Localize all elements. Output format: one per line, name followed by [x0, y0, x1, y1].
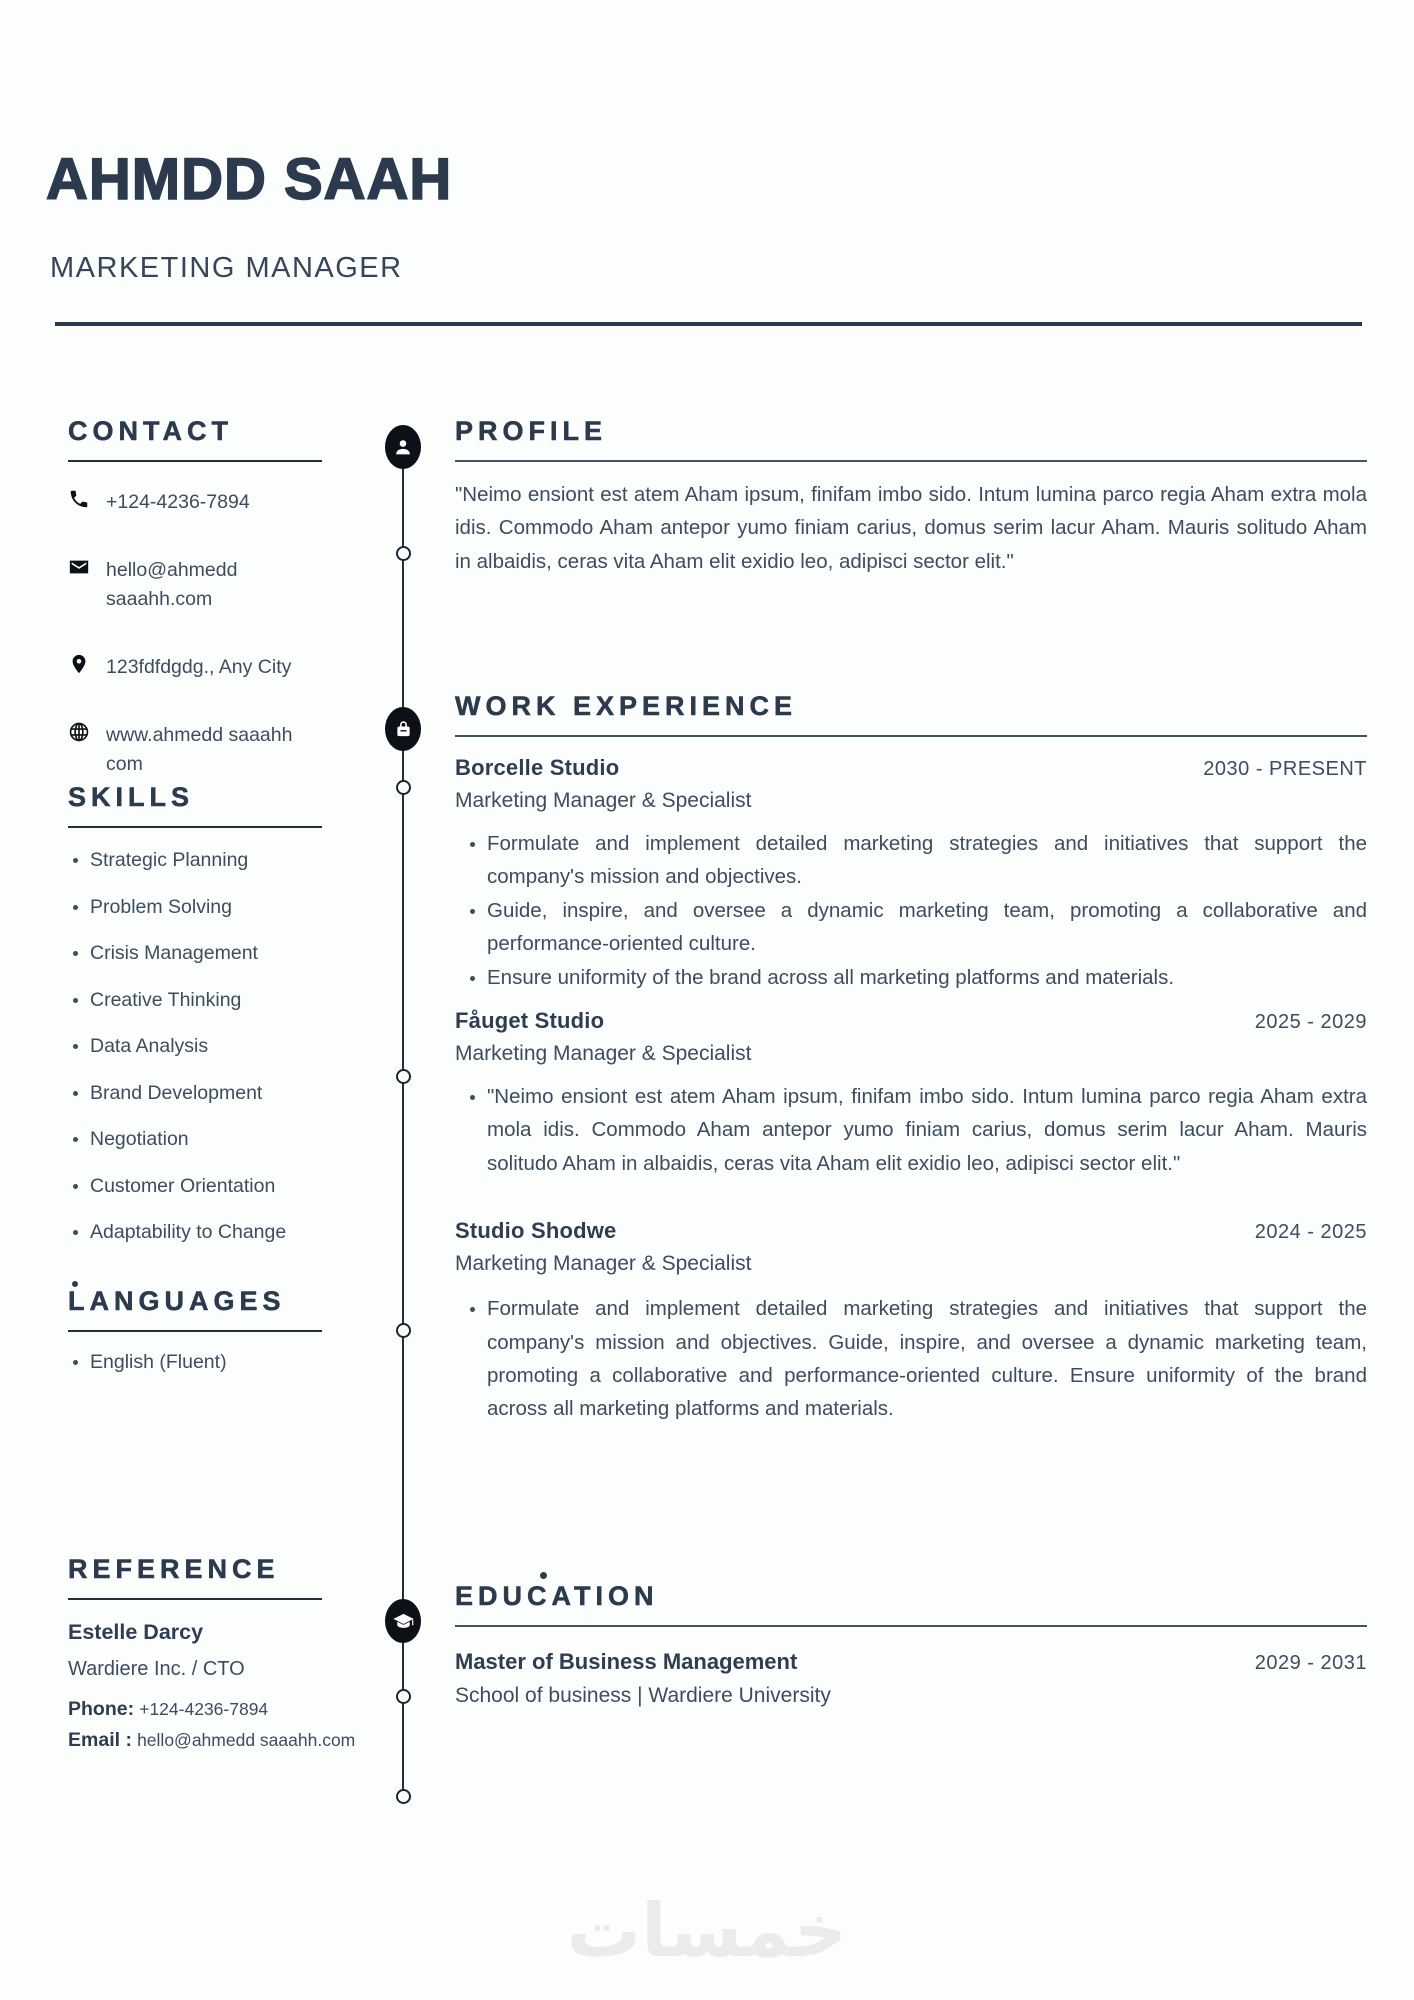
reference-email-value: hello@ahmedd saaahh.com	[137, 1730, 356, 1750]
job-bullet: • "Neimo ensiont est atem Aham ipsum, finifam imbo sido. Intum lumina parco regia Aham extra mola idis. Commodo Aham antepor yumo finiam carius, domus serim lacur Aham. Mauris solitudo Aham in albaidis, ceras vita Aham elit exidio leo, adipisci sector elit."	[487, 1080, 1367, 1180]
skills-heading: SKILLS	[68, 782, 195, 812]
language-item: • English (Fluent)	[90, 1350, 322, 1374]
timeline-node	[396, 1689, 411, 1704]
education-degree: Master of Business Management	[455, 1649, 798, 1674]
profile-text: "Neimo ensiont est atem Aham ipsum, finifam imbo sido. Intum lumina parco regia Aham extra mola idis. Commodo Aham antepor yumo finiam carius, domus serim lacur Aham. Mauris solitudo Aham in albaidis, ceras vita Aham elit exidio leo, adipisci sector elit."	[455, 483, 1367, 573]
person-name: AHMDD SAAH	[46, 147, 453, 212]
skills-underline	[68, 826, 322, 828]
phone-icon	[68, 488, 90, 510]
job-entry	[455, 1008, 1367, 1180]
profile-underline	[455, 460, 1367, 462]
job-bullet: • Ensure uniformity of the brand across all marketing platforms and materials.	[487, 961, 1367, 994]
reference-name: Estelle Darcy	[68, 1620, 204, 1644]
profile-heading: PROFILE	[455, 416, 608, 446]
reference-phone-label: Phone:	[68, 1698, 135, 1720]
graduation-cap-icon	[392, 1610, 415, 1633]
contact-item-phone	[68, 488, 322, 517]
job-bullet-list	[455, 827, 1367, 994]
languages-list	[68, 1350, 322, 1374]
languages-heading: LANGUAGES	[68, 1286, 286, 1316]
reference-heading: REFERENCE	[68, 1554, 280, 1584]
contact-address-value: 123fdfdgdg., Any City	[106, 656, 292, 678]
job-bullet-list	[455, 1292, 1367, 1426]
job-dates: 2024 - 2025	[1254, 1221, 1367, 1244]
skill-item: • Data Analysis	[90, 1034, 322, 1058]
reference-section	[68, 1554, 358, 1752]
profile-timeline-badge	[385, 425, 421, 469]
work-experience-section	[455, 691, 1367, 1426]
languages-section	[68, 1286, 322, 1397]
reference-company: Wardiere Inc. / CTO	[68, 1658, 245, 1680]
timeline-node	[396, 1789, 411, 1804]
skill-item: • Brand Development	[90, 1081, 322, 1105]
person-job-title: MARKETING MANAGER	[50, 252, 403, 284]
education-timeline-badge	[385, 1599, 421, 1643]
skills-list	[68, 848, 322, 1244]
skills-section	[68, 782, 322, 1267]
contact-phone-value: +124-4236-7894	[106, 491, 250, 513]
stray-bullet-dot	[540, 1572, 547, 1579]
contact-website-value: www.ahmedd saaahh com	[106, 724, 293, 775]
khamsat-watermark: خمسات	[566, 1888, 848, 1974]
skill-item: • Creative Thinking	[90, 988, 322, 1012]
email-icon	[68, 556, 90, 578]
skill-item: • Problem Solving	[90, 895, 322, 919]
job-header-row	[455, 1008, 1367, 1034]
languages-underline	[68, 1330, 322, 1332]
job-header-row	[455, 755, 1367, 781]
contact-underline	[68, 460, 322, 462]
briefcase-icon	[393, 719, 414, 740]
globe-icon	[68, 721, 90, 743]
timeline-node	[396, 1069, 411, 1084]
timeline-node	[396, 546, 411, 561]
job-dates: 2030 - PRESENT	[1203, 758, 1367, 780]
job-bullet: • Formulate and implement detailed marketing strategies and initiatives that support the company's mission and objectives. Guide, inspire, and oversee a dynamic marketing team, promoting a collaborative and performance-oriented culture. Ensure uniformity of the brand across all marketing platforms and materials.	[487, 1292, 1367, 1426]
contact-email-value: hello@ahmedd saaahh.com	[106, 559, 238, 610]
job-role: Marketing Manager & Specialist	[455, 789, 752, 812]
job-entry	[455, 755, 1367, 994]
contact-list	[68, 488, 322, 779]
job-bullet: • Guide, inspire, and oversee a dynamic marketing team, promoting a collaborative and performance-oriented culture.	[487, 894, 1367, 961]
education-dates: 2029 - 2031	[1254, 1652, 1367, 1674]
reference-email-row	[68, 1729, 358, 1752]
education-school: School of business | Wardiere University	[455, 1684, 831, 1707]
reference-phone-value: +124-4236-7894	[139, 1699, 269, 1719]
job-company: Studio Shodwe	[455, 1218, 617, 1244]
skill-item: • Customer Orientation	[90, 1174, 322, 1198]
person-icon	[392, 436, 414, 458]
job-role: Marketing Manager & Specialist	[455, 1042, 752, 1066]
contact-item-email	[68, 556, 322, 614]
reference-phone-row	[68, 1698, 358, 1721]
skill-item: • Adaptability to Change	[90, 1220, 322, 1244]
education-section	[455, 1581, 1367, 1708]
reference-underline	[68, 1598, 322, 1600]
profile-section	[455, 416, 1367, 578]
work-experience-heading: WORK EXPERIENCE	[455, 691, 798, 721]
timeline-line	[402, 447, 404, 1795]
job-company: Fåuget Studio	[455, 1008, 605, 1034]
reference-email-label: Email :	[68, 1729, 132, 1751]
header-divider	[55, 322, 1362, 326]
skill-item: • Crisis Management	[90, 941, 322, 965]
contact-section	[68, 416, 322, 818]
job-company: Borcelle Studio	[455, 755, 620, 780]
contact-item-address	[68, 653, 322, 682]
job-dates: 2025 - 2029	[1254, 1011, 1367, 1034]
job-bullet-list	[455, 1080, 1367, 1180]
timeline-node	[396, 1323, 411, 1338]
work-experience-underline	[455, 735, 1367, 737]
contact-heading: CONTACT	[68, 416, 233, 446]
skill-item: • Negotiation	[90, 1127, 322, 1151]
education-header-row	[455, 1649, 1367, 1675]
location-icon	[68, 653, 90, 675]
skill-item: • Strategic Planning	[90, 848, 322, 872]
job-entry	[455, 1218, 1367, 1426]
education-underline	[455, 1625, 1367, 1627]
job-role: Marketing Manager & Specialist	[455, 1252, 752, 1276]
job-bullet: • Formulate and implement detailed marketing strategies and initiatives that support the company's mission and objectives.	[487, 827, 1367, 894]
education-heading: EDUCATION	[455, 1581, 659, 1611]
job-header-row	[455, 1218, 1367, 1244]
work-timeline-badge	[385, 707, 421, 751]
timeline-node	[396, 780, 411, 795]
contact-item-website	[68, 721, 322, 779]
